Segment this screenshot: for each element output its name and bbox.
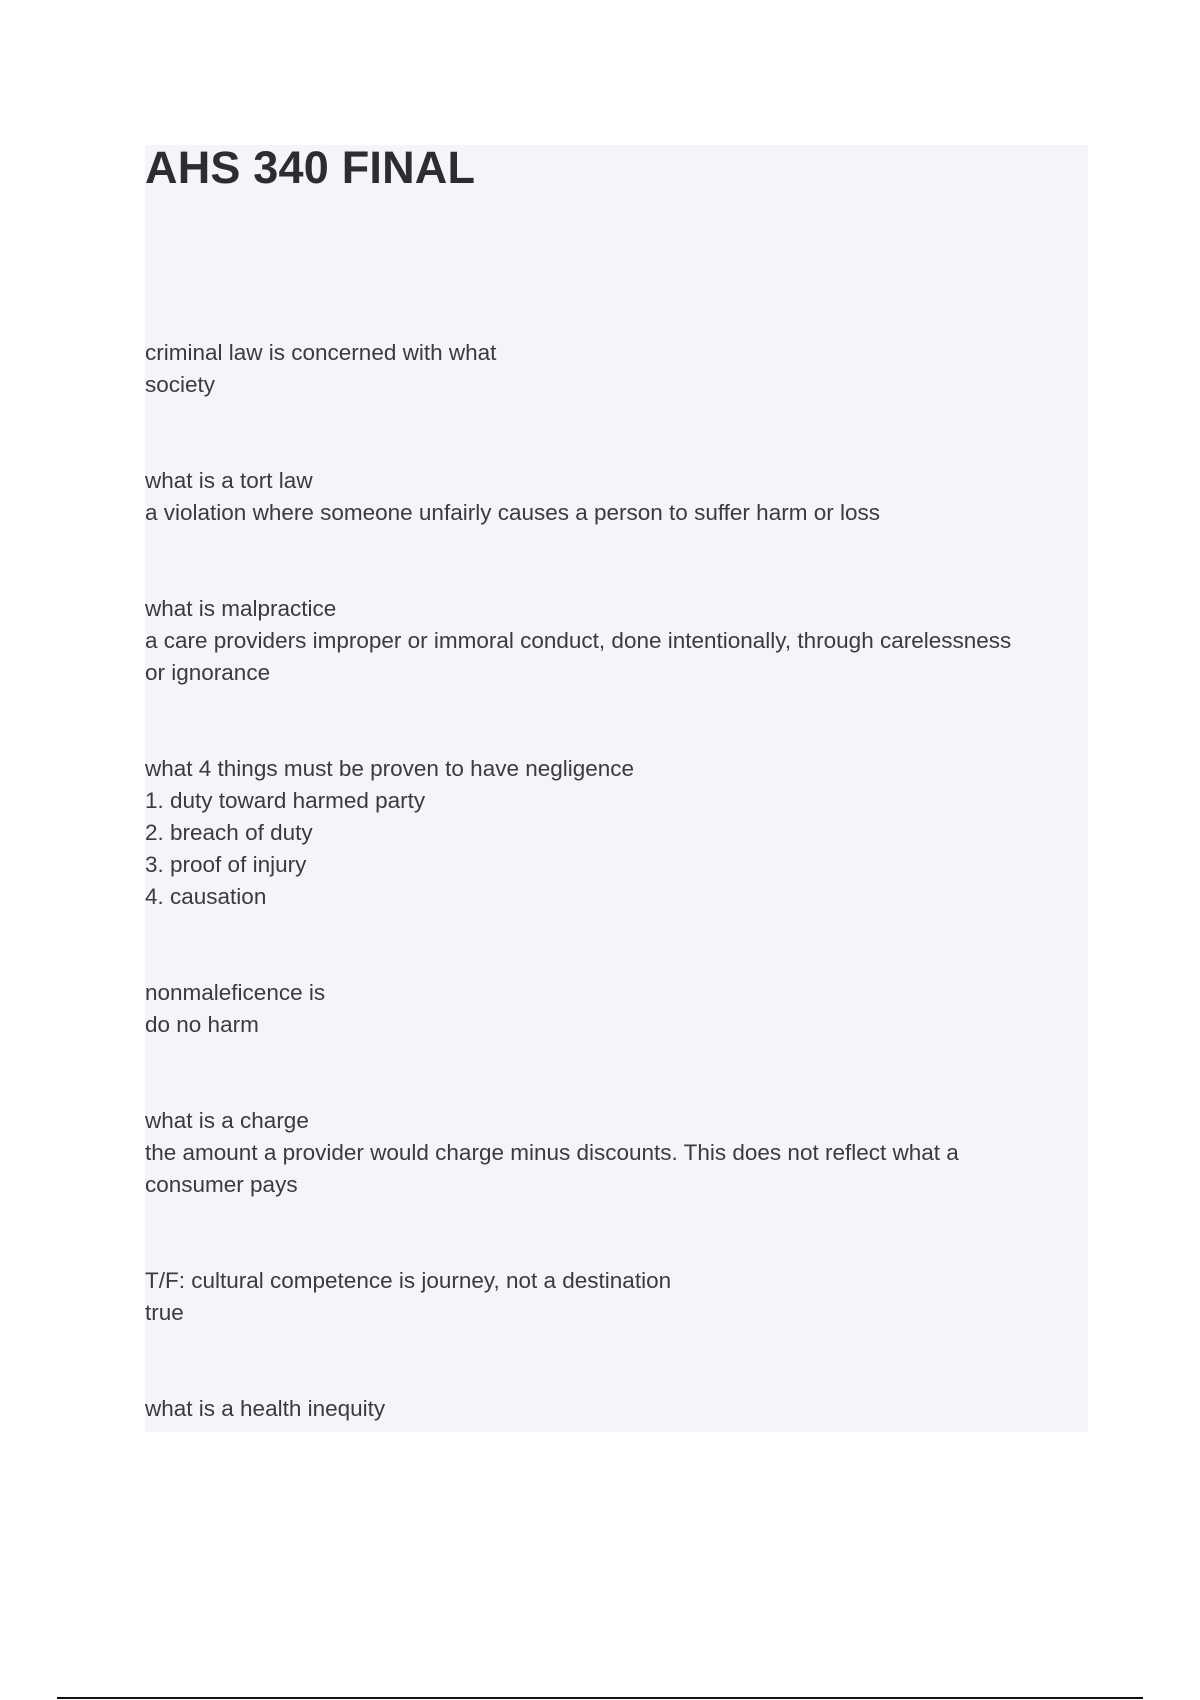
qa-answer: 2. breach of duty: [145, 820, 313, 845]
qa-question: T/F: cultural competence is journey, not a destination: [145, 1268, 672, 1293]
qa-answer: or ignorance: [145, 660, 271, 685]
qa-question: nonmaleficence is: [145, 980, 326, 1005]
qa-question: what is a health inequity: [145, 1396, 386, 1421]
qa-item: [145, 977, 1085, 1041]
qa-question: what is malpractice: [145, 596, 337, 621]
qa-answer: society: [145, 372, 216, 397]
qa-question: what is a tort law: [145, 468, 313, 493]
qa-answer: 3. proof of injury: [145, 852, 307, 877]
qa-answer: consumer pays: [145, 1172, 298, 1197]
qa-question: what 4 things must be proven to have negligence: [145, 756, 635, 781]
qa-item: [145, 1265, 1085, 1329]
qa-item: [145, 465, 1085, 529]
qa-answer: 1. duty toward harmed party: [145, 788, 426, 813]
qa-answer: do no harm: [145, 1012, 259, 1037]
qa-item: [145, 1105, 1085, 1201]
qa-answer: true: [145, 1300, 184, 1325]
document-title: AHS 340 FINAL: [145, 142, 476, 193]
qa-item: [145, 1393, 1085, 1425]
qa-item: [145, 337, 1085, 401]
qa-item: [145, 593, 1085, 689]
qa-list: [145, 337, 1085, 1425]
qa-answer: a violation where someone unfairly causes a person to suffer harm or loss: [145, 500, 880, 525]
qa-answer: 4. causation: [145, 884, 267, 909]
qa-item: [145, 753, 1085, 913]
qa-question: criminal law is concerned with what: [145, 340, 497, 365]
qa-question: what is a charge: [145, 1108, 309, 1133]
qa-answer: the amount a provider would charge minus discounts. This does not reflect what a: [145, 1140, 959, 1165]
page-bottom-rule: [57, 1697, 1143, 1699]
qa-answer: a care providers improper or immoral conduct, done intentionally, through carelessness: [145, 628, 1012, 653]
